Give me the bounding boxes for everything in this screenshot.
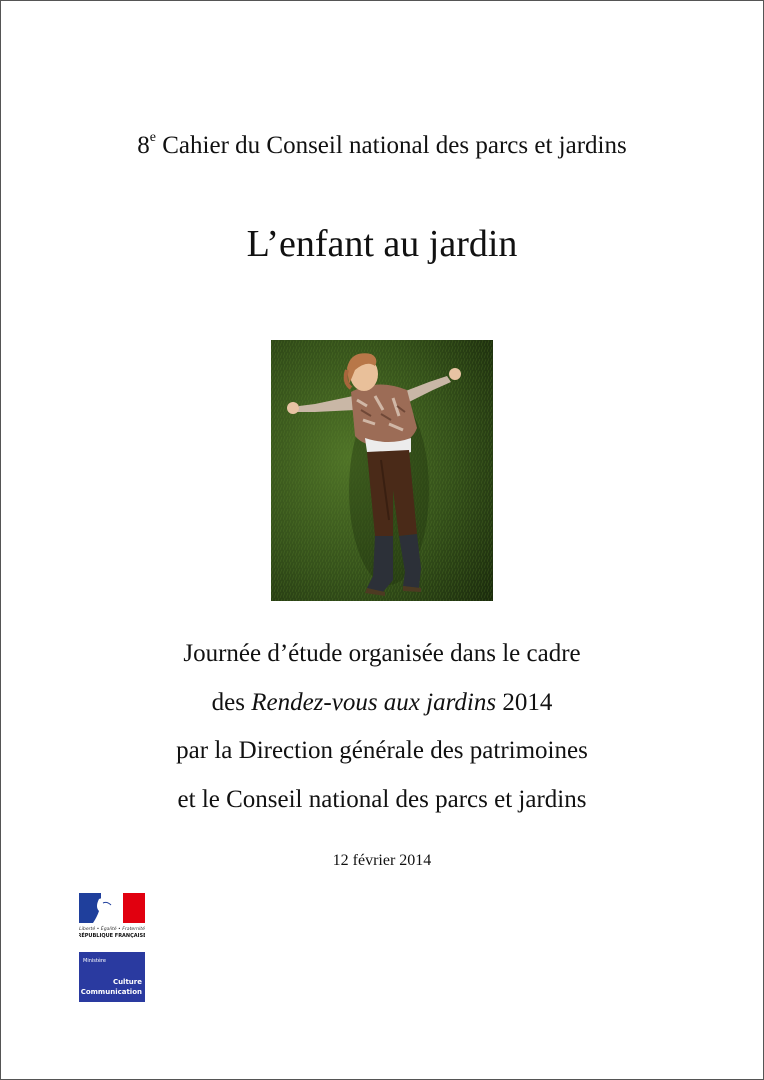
series-superscript: e: [149, 129, 156, 145]
document-title: L’enfant au jardin: [246, 223, 518, 265]
series-text: Cahier du Conseil national des parcs et jardins: [156, 132, 627, 159]
description-line-2: [0, 679, 764, 728]
republique-name: RÉPUBLIQUE FRANÇAISE: [79, 933, 145, 939]
description-block: [0, 630, 764, 824]
cover-photo: [271, 340, 493, 601]
event-name: Rendez-vous aux jardins: [251, 688, 497, 716]
ministere-culture-logo: [79, 952, 145, 1002]
republique-motto: Liberté • Égalité • Fraternité: [79, 927, 145, 932]
description-line-2-start: des: [211, 688, 252, 716]
series-number: 8: [137, 132, 150, 159]
document-date: 12 février 2014: [332, 852, 432, 869]
ministere-label: Ministère: [83, 958, 106, 964]
description-line-3: par la Direction générale des patrimoines: [176, 737, 588, 764]
description-line-2-end: 2014: [496, 688, 553, 716]
republique-francaise-logo: [79, 893, 145, 943]
culture-label: Culture: [112, 978, 142, 986]
communication-label: Communication: [80, 988, 142, 996]
description-line-4: et le Conseil national des parcs et jardins: [177, 785, 587, 813]
description-line-1: Journée d’étude organisée dans le cadre: [183, 640, 581, 667]
series-heading: [0, 129, 764, 160]
